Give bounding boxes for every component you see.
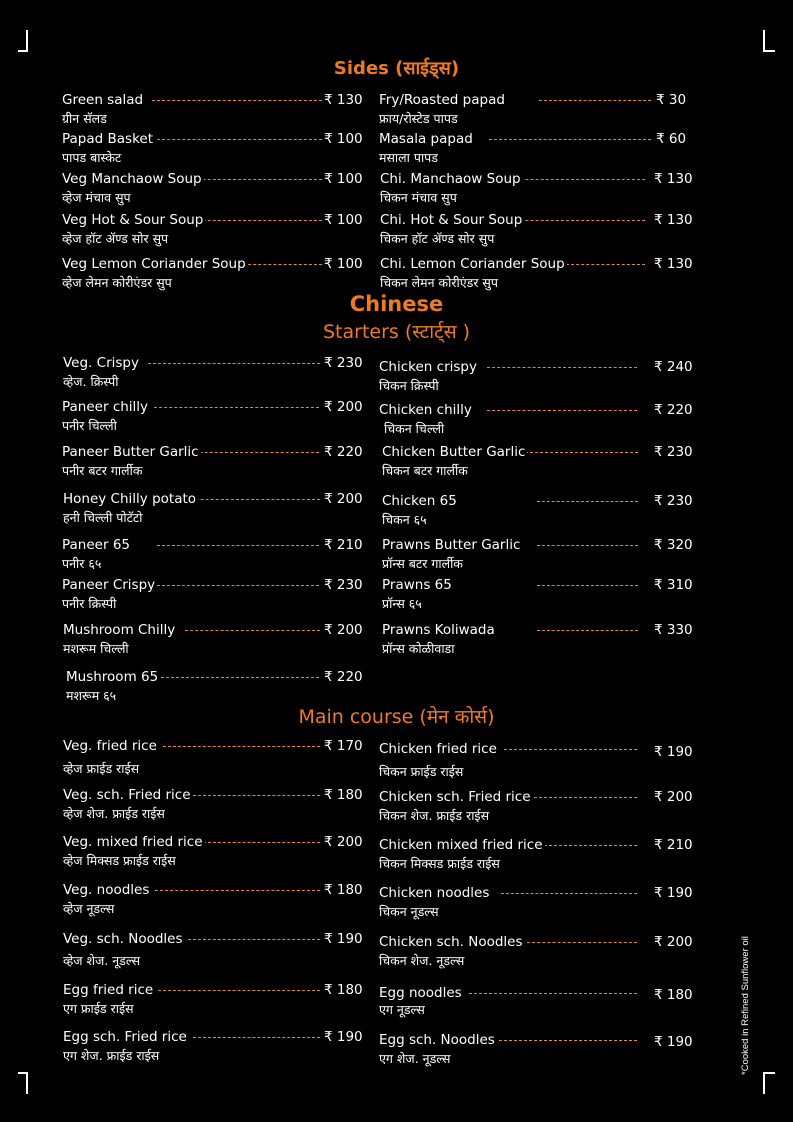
item-name: Mushroom 65 (66, 669, 159, 685)
item-name: Chicken sch. Fried rice (379, 789, 531, 805)
item-name: Chicken mixed fried rice (379, 837, 543, 853)
item-name-marathi: एग नूडल्स (379, 1002, 425, 1017)
leader-line (157, 545, 319, 546)
leader-line (188, 939, 320, 940)
item-name-marathi: व्हेज फ्राईड राईस (63, 761, 140, 776)
item-price: ₹ 30 (656, 92, 687, 108)
leader-line (469, 993, 637, 994)
menu-item (379, 402, 693, 442)
item-price: ₹ 180 (324, 787, 363, 803)
menu-item (379, 131, 689, 171)
item-price: ₹ 330 (654, 622, 693, 638)
item-name: Veg. Crispy (63, 355, 139, 371)
item-name-marathi: चिकन बटर गार्लीक (382, 463, 468, 478)
item-price: ₹ 220 (324, 669, 363, 685)
item-price: ₹ 200 (324, 622, 363, 638)
item-name: Prawns 65 (382, 577, 452, 593)
menu-item (379, 934, 693, 974)
item-name: Chicken crispy (379, 359, 477, 375)
menu-item (379, 1032, 693, 1072)
leader-line (539, 100, 651, 101)
item-name-marathi: व्हेज शेज. फ्राईड राईस (63, 806, 165, 821)
item-name-marathi: चिकन चिल्ली (384, 421, 445, 436)
leader-line (163, 746, 320, 747)
menu-item (63, 1029, 363, 1069)
leader-line (504, 749, 637, 750)
leader-line (185, 630, 320, 631)
item-name-marathi: व्हेज शेज. नूडल्स (63, 953, 141, 968)
menu-item (63, 355, 363, 395)
item-name-marathi: चिकन हॉट ॲण्ड सोर सुप (380, 231, 495, 246)
menu-item (63, 834, 363, 874)
menu-item (382, 577, 692, 617)
item-name: Prawns Koliwada (382, 622, 495, 638)
item-name: Chicken fried rice (379, 741, 497, 757)
item-name-marathi: एग फ्राईड राईस (63, 1001, 134, 1016)
item-price: ₹ 180 (324, 982, 363, 998)
item-name: Egg sch. Fried rice (63, 1029, 187, 1045)
item-name: Green salad (62, 92, 144, 108)
item-price: ₹ 200 (324, 399, 363, 415)
item-price: ₹ 130 (324, 92, 363, 108)
item-name: Chicken noodles (379, 885, 490, 901)
item-name-marathi: एग शेज. नूडल्स (379, 1051, 451, 1066)
menu-item (62, 444, 362, 484)
leader-line (527, 942, 637, 943)
menu-item (63, 882, 363, 922)
menu-item (62, 399, 362, 439)
item-price: ₹ 170 (324, 738, 363, 754)
leader-line (537, 501, 638, 502)
item-name: Chi. Lemon Coriander Soup (380, 256, 565, 272)
item-price: ₹ 190 (324, 931, 363, 947)
leader-line (154, 407, 319, 408)
menu-item (380, 212, 693, 252)
menu-item (380, 256, 693, 296)
item-name: Prawns Butter Garlic (382, 537, 521, 553)
menu-item (382, 537, 692, 577)
leader-line (501, 893, 637, 894)
item-name-marathi: पनीर ६५ (62, 556, 102, 571)
starters-heading: Starters (स्टार्ट्स ) (322, 321, 471, 343)
item-name-marathi: व्हेज हॉट ॲण्ड सोर सुप (62, 231, 169, 246)
item-price: ₹ 230 (654, 444, 693, 460)
corner-mark-bottom-right (763, 1072, 775, 1094)
item-price: ₹ 100 (324, 171, 363, 187)
item-name-marathi: चिकन मिक्सड फ्राईड राईस (379, 856, 500, 871)
item-name-marathi: प्रॉन्स कोळीवाडा (382, 641, 455, 656)
item-name-marathi: हनी चिल्ली पोटॅटो (63, 510, 143, 525)
item-name-marathi: मशरूम ६५ (66, 688, 117, 703)
menu-item (379, 92, 689, 132)
item-price: ₹ 130 (654, 171, 693, 187)
menu-item (62, 256, 362, 296)
menu-item (379, 885, 693, 925)
item-name: Mushroom Chilly (63, 622, 176, 638)
menu-item (66, 669, 366, 709)
menu-item (62, 212, 362, 252)
menu-item (379, 741, 693, 781)
leader-line (544, 845, 637, 846)
item-name: Papad Basket (62, 131, 154, 147)
item-price: ₹ 310 (654, 577, 693, 593)
item-price: ₹ 190 (654, 744, 693, 760)
menu-item (62, 537, 362, 577)
menu-item (63, 622, 363, 662)
corner-mark-top-right (763, 30, 775, 52)
leader-line (161, 677, 319, 678)
item-price: ₹ 200 (324, 491, 363, 507)
item-price: ₹ 210 (654, 837, 693, 853)
menu-item (382, 444, 692, 484)
leader-line (157, 585, 319, 586)
leader-line (193, 1037, 320, 1038)
item-name-marathi: चिकन शेज. नूडल्स (379, 953, 465, 968)
item-name: Chi. Hot & Sour Soup (380, 212, 523, 228)
item-name-marathi: चिकन फ्राईड राईस (379, 764, 464, 779)
item-name: Paneer Butter Garlic (62, 444, 199, 460)
item-name: Paneer Crispy (62, 577, 156, 593)
menu-item (63, 931, 363, 971)
cooking-note: *Cooked in Refined Sunflower oil (740, 936, 751, 1075)
leader-line (537, 545, 638, 546)
item-name: Chicken Butter Garlic (382, 444, 526, 460)
item-name-marathi: पनीर क्रिस्पी (62, 596, 117, 611)
item-name: Veg Lemon Coriander Soup (62, 256, 246, 272)
item-name: Masala papad (379, 131, 473, 147)
item-name-marathi: फ्राय/रोस्टेड पापड (379, 111, 458, 126)
item-name-marathi: पनीर चिल्ली (62, 418, 117, 433)
item-name-marathi: व्हेज मंचाव सुप (62, 190, 131, 205)
item-name-marathi: पनीर बटर गार्लीक (62, 463, 143, 478)
item-name: Veg. mixed fried rice (63, 834, 203, 850)
item-price: ₹ 320 (654, 537, 693, 553)
item-name-marathi: चिकन ६५ (382, 512, 427, 527)
menu-item (63, 787, 363, 827)
item-name: Egg sch. Noodles (379, 1032, 495, 1048)
leader-line (529, 797, 637, 798)
menu-item (63, 982, 363, 1022)
item-name-marathi: एग शेज. फ्राईड राईस (63, 1048, 160, 1063)
item-price: ₹ 200 (654, 934, 693, 950)
item-price: ₹ 100 (324, 256, 363, 272)
chinese-heading: Chinese (349, 292, 444, 316)
item-name: Veg. fried rice (63, 738, 157, 754)
item-price: ₹ 100 (324, 131, 363, 147)
leader-line (537, 585, 638, 586)
item-price: ₹ 230 (324, 577, 363, 593)
item-price: ₹ 200 (324, 834, 363, 850)
menu-item (62, 92, 362, 132)
item-price: ₹ 190 (324, 1029, 363, 1045)
item-name: Veg Hot & Sour Soup (62, 212, 204, 228)
item-name: Paneer 65 (62, 537, 130, 553)
corner-mark-bottom-left (18, 1072, 28, 1094)
corner-mark-top-left (18, 30, 28, 52)
item-name-marathi: मसाला पापड (379, 150, 438, 165)
menu-item (379, 359, 693, 399)
leader-line (148, 363, 320, 364)
leader-line (152, 100, 322, 101)
item-name-marathi: चिकन मंचाव सुप (380, 190, 457, 205)
item-name: Fry/Roasted papad (379, 92, 505, 108)
item-name-marathi: ग्रीन सॅलड (62, 111, 107, 126)
leader-line (193, 842, 320, 843)
item-price: ₹ 220 (324, 444, 363, 460)
item-name-marathi: पापड बास्केट (62, 150, 122, 165)
item-name-marathi: व्हेज लेमन कोरीएंडर सुप (62, 275, 172, 290)
item-price: ₹ 240 (654, 359, 693, 375)
leader-line (158, 990, 320, 991)
menu-item (382, 493, 692, 533)
item-name: Honey Chilly potato (63, 491, 197, 507)
menu-item (62, 131, 362, 171)
menu-item (379, 985, 693, 1025)
item-name-marathi: चिकन शेज. फ्राईड राईस (379, 808, 490, 823)
item-price: ₹ 130 (654, 212, 693, 228)
leader-line (487, 410, 637, 411)
item-price: ₹ 230 (324, 355, 363, 371)
item-name-marathi: प्रॉन्स ६५ (382, 596, 422, 611)
item-name: Veg. noodles (63, 882, 150, 898)
leader-line (489, 139, 651, 140)
item-price: ₹ 220 (654, 402, 693, 418)
item-name-marathi: व्हेज नूडल्स (63, 901, 115, 916)
item-name: Chicken chilly (379, 402, 472, 418)
sides-heading: Sides (साईड्स) (333, 58, 460, 79)
item-price: ₹ 230 (654, 493, 693, 509)
menu-item (62, 171, 362, 211)
leader-line (193, 795, 320, 796)
item-price: ₹ 130 (654, 256, 693, 272)
item-name: Chi. Manchaow Soup (380, 171, 521, 187)
item-name-marathi: व्हेज. क्रिस्पी (63, 374, 119, 389)
item-name: Veg. sch. Fried rice (63, 787, 191, 803)
item-name: Veg. sch. Noodles (63, 931, 183, 947)
menu-item (63, 491, 363, 531)
item-name-marathi: चिकन क्रिस्पी (379, 378, 439, 393)
item-name: Veg Manchaow Soup (62, 171, 202, 187)
menu-item (63, 738, 363, 778)
item-price: ₹ 180 (654, 987, 693, 1003)
menu-item (379, 837, 693, 877)
menu-item (382, 622, 692, 662)
leader-line (155, 890, 320, 891)
item-name: Chicken sch. Noodles (379, 934, 523, 950)
item-name-marathi: चिकन नूडल्स (379, 904, 439, 919)
item-price: ₹ 190 (654, 885, 693, 901)
menu-item (379, 789, 693, 829)
item-name-marathi: प्रॉन्स बटर गार्लीक (382, 556, 463, 571)
item-price: ₹ 200 (654, 789, 693, 805)
main-course-heading: Main course (मेन कोर्स) (298, 706, 495, 728)
item-price: ₹ 180 (324, 882, 363, 898)
leader-line (487, 367, 637, 368)
item-name: Egg fried rice (63, 982, 154, 998)
item-price: ₹ 210 (324, 537, 363, 553)
item-name: Paneer chilly (62, 399, 149, 415)
item-price: ₹ 100 (324, 212, 363, 228)
item-name: Egg noodles (379, 985, 462, 1001)
item-price: ₹ 60 (656, 131, 687, 147)
item-name: Chicken 65 (382, 493, 457, 509)
menu-item (62, 577, 362, 617)
menu-item (380, 171, 693, 211)
leader-line (152, 139, 322, 140)
leader-line (537, 630, 638, 631)
item-price: ₹ 190 (654, 1034, 693, 1050)
item-name-marathi: व्हेज मिक्सड फ्राईड राईस (63, 853, 176, 868)
item-name-marathi: मशरूम चिल्ली (63, 641, 129, 656)
item-name-marathi: चिकन लेमन कोरीएंडर सुप (380, 275, 498, 290)
leader-line (499, 1040, 637, 1041)
